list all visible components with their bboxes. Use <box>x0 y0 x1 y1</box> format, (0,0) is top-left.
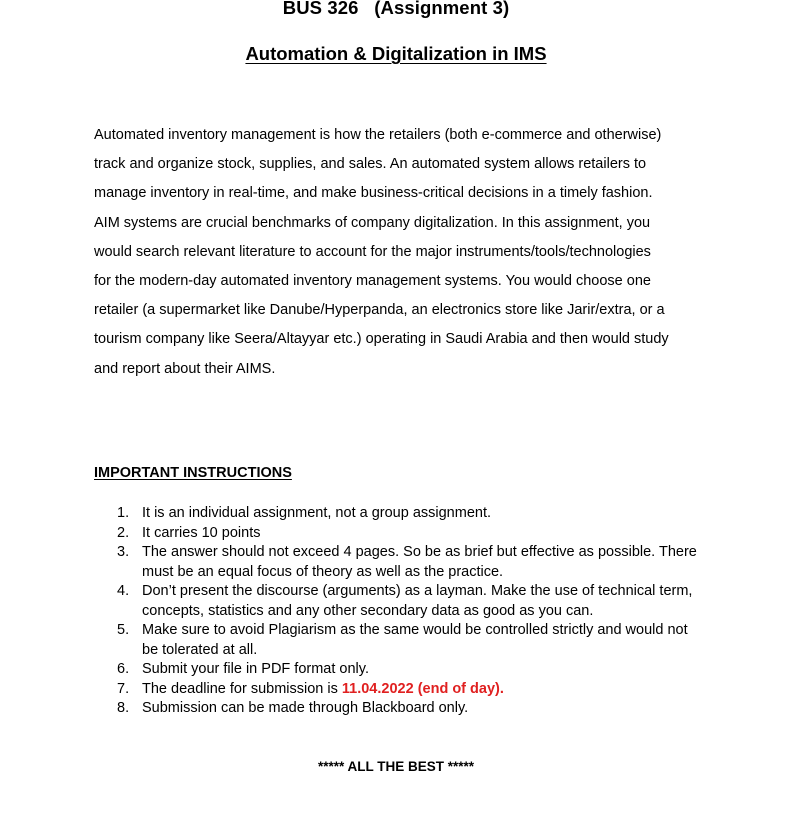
instruction-item <box>117 699 717 719</box>
instruction-item <box>117 660 717 680</box>
course-title: BUS 326 (Assignment 3) <box>282 0 510 18</box>
item-number: 3. <box>117 544 130 560</box>
item-text: Submit your file in PDF format only. <box>142 661 369 677</box>
instruction-item <box>117 504 717 524</box>
item-number: 1. <box>117 505 130 521</box>
intro-line: retailer (a supermarket like Danube/Hyperpanda, an electronics store like Jarir/extra, or a <box>94 302 665 319</box>
item-number: 8. <box>117 700 130 716</box>
closing-note: ***** ALL THE BEST ***** <box>317 759 475 774</box>
instruction-item <box>117 582 717 621</box>
intro-line: for the modern-day automated inventory management systems. You would choose one <box>94 273 651 290</box>
intro-line: would search relevant literature to account for the major instruments/tools/technologies <box>94 243 651 260</box>
instruction-item <box>117 524 717 544</box>
intro-line: track and organize stock, supplies, and sales. An automated system allows retailers to <box>94 156 647 173</box>
item-text: must be an equal focus of theory as well as the practice. <box>142 563 504 580</box>
item-text: Submission can be made through Blackboard only. <box>142 700 469 716</box>
intro-line: tourism company like Seera/Altayyar etc.) operating in Saudi Arabia and then would study <box>94 331 669 348</box>
instruction-item <box>117 621 717 660</box>
intro-line: AIM systems are crucial benchmarks of company digitalization. In this assignment, you <box>94 214 651 231</box>
intro-line: Automated inventory management is how the retailers (both e-commerce and otherwise) <box>94 127 662 143</box>
item-text: It carries 10 points <box>142 524 261 541</box>
intro-line: and report about their AIMS. <box>94 360 276 377</box>
intro-line: manage inventory in real-time, and make business-critical decisions in a timely fashion. <box>94 185 653 202</box>
instructions-list <box>117 504 717 719</box>
deadline-date: 11.04.2022 (end of day). <box>341 680 504 697</box>
item-text: Make sure to avoid Plagiarism as the same would be controlled strictly and would not <box>142 622 688 638</box>
deadline-label: The deadline for submission is <box>142 680 342 697</box>
intro-paragraph <box>94 121 714 384</box>
instruction-item <box>117 680 717 700</box>
item-number: 5. <box>117 622 130 638</box>
item-text: be tolerated at all. <box>142 641 258 658</box>
item-number: 4. <box>117 583 130 599</box>
item-text <box>142 680 717 700</box>
item-text: Don’t present the discourse (arguments) as a layman. Make the use of technical term, <box>142 583 693 599</box>
item-number: 2. <box>117 524 130 541</box>
item-text: It is an individual assignment, not a group assignment. <box>142 505 492 521</box>
item-number: 6. <box>117 661 130 677</box>
item-text: concepts, statistics and any other secondary data as good as you can. <box>142 602 594 619</box>
instruction-item <box>117 543 717 582</box>
item-number: 7. <box>117 680 130 697</box>
document-title: Automation & Digitalization in IMS <box>245 43 547 64</box>
instructions-heading: IMPORTANT INSTRUCTIONS <box>94 465 292 481</box>
item-text: The answer should not exceed 4 pages. So be as brief but effective as possible. There <box>142 544 697 560</box>
